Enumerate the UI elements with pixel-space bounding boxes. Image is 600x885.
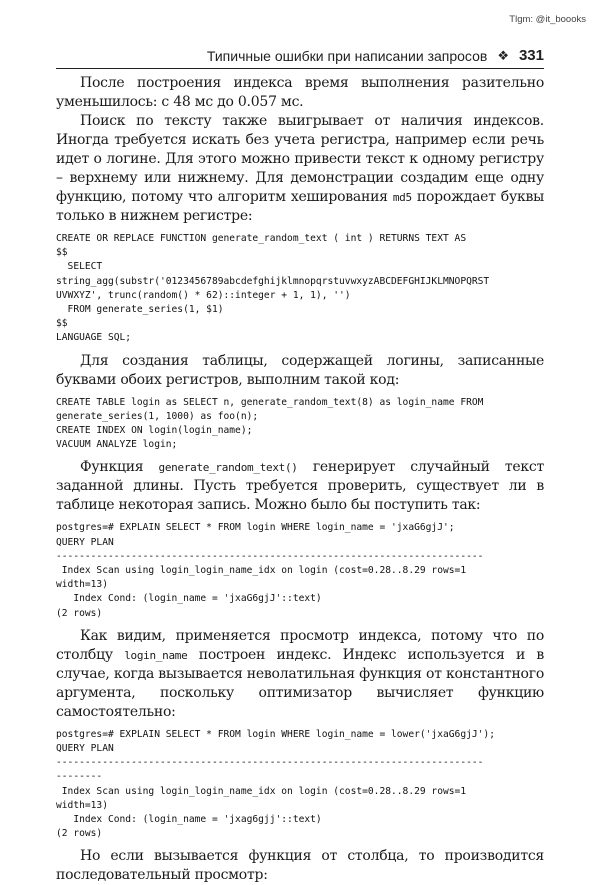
paragraph-text: Поиск по тексту также выигрывает от наличия индексов. Иногда требуется искать без учета регистра, например если речь идет о логине. Для этого можно привести текст к одному регистру – верхнему или нижнему. Для демонстрации создадим еще одну функцию, потому что алгоритм хеширования bbox=[56, 113, 544, 205]
paragraph-text: построен индекс. Индекс используется и в случае, когда вызывается неволатильная функция от константного аргумента, поскольку оптимизатор вычисляет функцию самостоятельно: bbox=[56, 646, 545, 720]
page-content bbox=[56, 74, 544, 885]
watermark: Tlgm: @it_boooks bbox=[509, 14, 586, 25]
inline-code: generate_random_text() bbox=[158, 461, 298, 475]
paragraph-text: Как видим, применяется просмотр индекса, потому что по столбцу bbox=[56, 627, 544, 663]
paragraph-index-speedup: После построения индекса время выполнения разительно уменьшилось: с 48 мс до 0.057 мс. bbox=[56, 75, 544, 110]
code-block-explain-2: postgres=# EXPLAIN SELECT * FROM login WHERE login_name = lower('jxaG6gjJ'); QUERY PLAN -------------------------------------------------------------------------- -------- Index Scan using login_login_name_idx on login (cost=0.28..8.29 rows=1 width=13) Index Cond: (login_name = 'jxag6gjj'::text) (2 rows) bbox=[56, 728, 495, 840]
paragraph-create-table: Для создания таблицы, содержащей логины, записанные буквами обоих регистров, выполним такой код: bbox=[56, 352, 544, 388]
header-title: Типичные ошибки при написании запросов bbox=[206, 48, 488, 64]
code-block-explain-1: postgres=# EXPLAIN SELECT * FROM login WHERE login_name = 'jxaG6gjJ'; QUERY PLAN -------------------------------------------------------------------------- Index Scan using login_login_name_idx on login (cost=0.28..8.29 rows=1 width=13) Index Cond: (login_name = 'jxaG6gjJ'::text) (2 rows) bbox=[56, 522, 484, 619]
page-number: 331 bbox=[518, 47, 544, 64]
paragraph-text: порождает буквы только в нижнем регистре: bbox=[56, 189, 544, 224]
inline-code: login_name bbox=[124, 648, 188, 662]
code-block-create-table: CREATE TABLE login as SELECT n, generate_random_text(8) as login_name FROM generate_series(1, 1000) as foo(n); CREATE INDEX ON login(login_name); VACUUM ANALYZE login; bbox=[56, 396, 484, 451]
paragraph-text: Функция bbox=[80, 459, 159, 476]
code-block-function: CREATE OR REPLACE FUNCTION generate_random_text ( int ) RETURNS TEXT AS $$ SELECT string_agg(substr('0123456789abcdefghijklmnopqrstuvwxyzABCDEFGHIJKLMNOPQRST UVWXYZ', trunc(random() * 62)::integer + 1, 1), '') FROM generate_series(1, $1) $$ LANGUAGE SQL; bbox=[56, 233, 490, 344]
inline-code: md5 bbox=[392, 191, 412, 204]
paragraph-index-scan bbox=[56, 627, 544, 722]
paragraph-seq-scan: Но если вызывается функция от столбца, то производится последовательный просмотр: bbox=[56, 848, 544, 884]
paragraph-function-description bbox=[56, 458, 544, 515]
running-header bbox=[56, 42, 544, 69]
separator-diamond-icon: ❖ bbox=[497, 48, 509, 63]
paragraph-text-search bbox=[56, 112, 544, 226]
paragraph-text: генерирует случайный текст заданной длины. Пусть требуется проверить, существует ли в таблице некоторая запись. Можно было бы поступить так: bbox=[56, 459, 544, 514]
